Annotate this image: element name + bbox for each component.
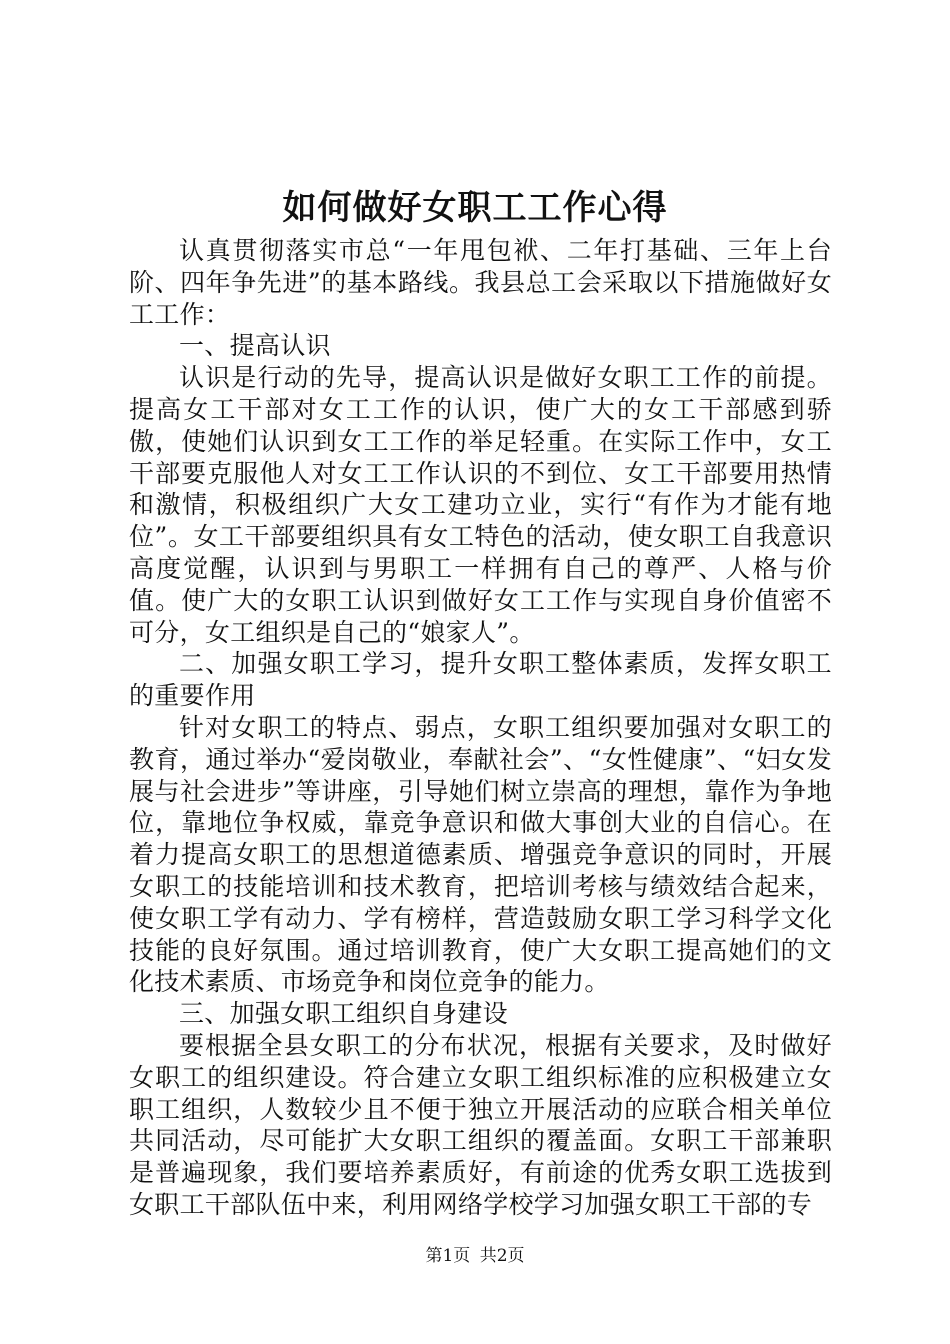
paragraph-intro: 认真贯彻落实市总“一年甩包袱、二年打基础、三年上台阶、四年争先进”的基本路线。我县总工会采取以下措施做好女工工作： bbox=[129, 236, 832, 329]
section-heading-2: 二、加强女职工学习，提升女职工整体素质，发挥女职工的重要作用 bbox=[129, 649, 832, 711]
paragraph-section-2: 针对女职工的特点、弱点，女职工组织要加强对女职工的教育，通过举办“爱岗敬业，奉献社会”、“女性健康”、“妇女发展与社会进步”等讲座，引导她们树立崇高的理想，靠作为争地位，靠地位争权威，靠竞争意识和做大事创大业的自信心。在着力提高女职工的思想道德素质、增强竞争意识的同时，开展女职工的技能培训和技术教育，把培训考核与绩效结合起来，使女职工学有动力、学有榜样，营造鼓励女职工学习科学文化技能的良好氛围。通过培训教育，使广大女职工提高她们的文化技术素质、市场竞争和岗位竞争的能力。 bbox=[129, 712, 832, 997]
section-heading-3: 三、加强女职工组织自身建设 bbox=[179, 999, 508, 1029]
paragraph-section-3: 要根据全县女职工的分布状况，根据有关要求，及时做好女职工的组织建设。符合建立女职工组织标准的应积极建立女职工组织，人数较少且不便于独立开展活动的应联合相关单位共同活动，尽可能扩大女职工组织的覆盖面。女职工干部兼职是普遍现象，我们要培养素质好，有前途的优秀女职工选拔到女职工干部队伍中来，利用网络学校学习加强女职工干部的专 bbox=[129, 1030, 832, 1219]
page-footer bbox=[0, 1244, 950, 1268]
document-body bbox=[129, 235, 832, 1221]
paragraph-section-1: 认识是行动的先导，提高认识是做好女职工工作的前提。提高女工干部对女工工作的认识，使广大的女工干部感到骄傲，使她们认识到女工工作的举足轻重。在实际工作中，女工干部要克服他人对女工工作认识的不到位、女工干部要用热情和激情，积极组织广大女工建功立业，实行“有作为才能有地位”。女工干部要组织具有女工特色的活动，使女职工自我意识高度觉醒，认识到与男职工一样拥有自己的尊严、人格与价值。使广大的女职工认识到做好女工工作与实现自身价值密不可分，女工组织是自己的“娘家人”。 bbox=[129, 363, 832, 647]
document-title: 如何做好女职工工作心得 bbox=[282, 188, 668, 228]
page-total: 共2页 bbox=[479, 1246, 525, 1266]
section-heading-1: 一、提高认识 bbox=[179, 331, 331, 361]
page-number: 第1页 bbox=[425, 1246, 471, 1266]
